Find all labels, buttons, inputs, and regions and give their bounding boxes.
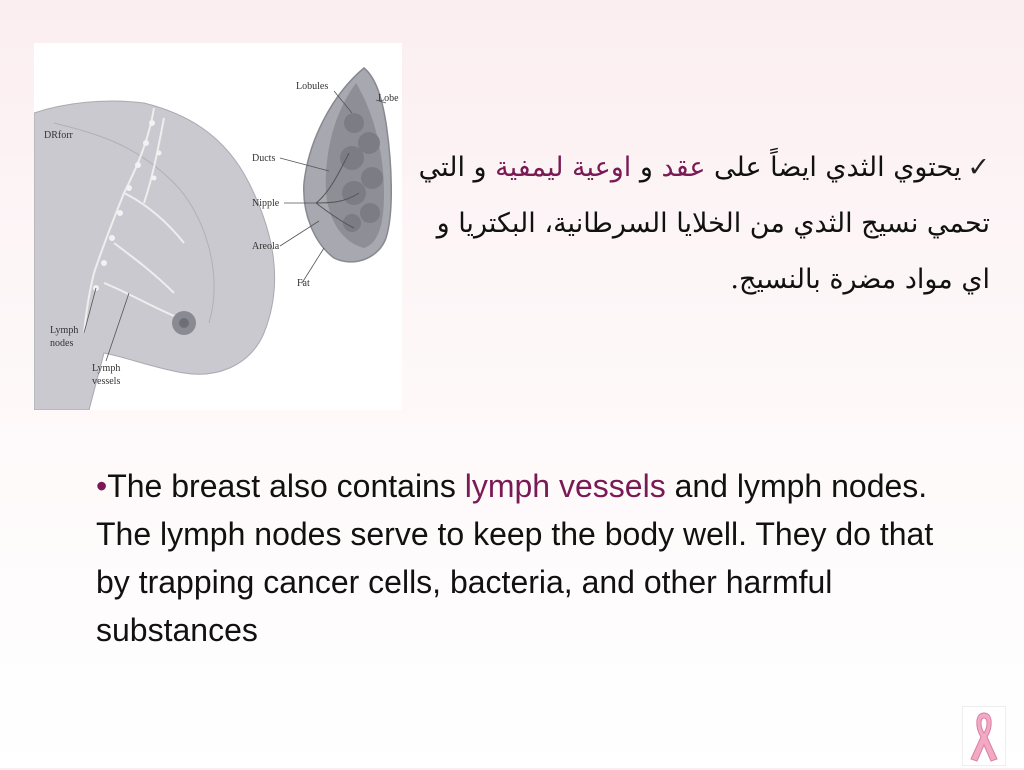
arabic-highlight-vessels: اوعية ليمفية xyxy=(495,152,632,183)
english-highlight-lymph-vessels: lymph vessels xyxy=(464,468,666,504)
bullet-icon: • xyxy=(96,468,108,504)
checkmark-icon: ✓ xyxy=(967,152,990,183)
arabic-highlight-nodes: عقد xyxy=(661,152,706,183)
label-lymph-nodes-2: nodes xyxy=(50,338,74,349)
anatomy-illustration xyxy=(34,43,402,410)
label-lymph-vessels-1: Lymph xyxy=(92,363,121,374)
label-fat: Fat xyxy=(297,278,310,289)
english-paragraph xyxy=(96,462,946,654)
arabic-text-1: يحتوي الثدي ايضاً على xyxy=(705,152,962,183)
arabic-paragraph xyxy=(410,140,990,308)
label-lobe: Lobe xyxy=(378,93,399,104)
label-lymph-vessels-2: vessels xyxy=(92,376,121,387)
breast-anatomy-diagram xyxy=(34,43,402,410)
label-lymph-nodes-1: Lymph xyxy=(50,325,79,336)
english-text-2: and lymph nodes. The lymph nodes serve to keep the body well. They do that by trapping cancer cells, bacteria, and other harmful substances xyxy=(96,468,934,648)
arabic-text-2: و xyxy=(631,152,662,183)
label-areola: Areola xyxy=(252,241,280,252)
english-text-1: The breast also contains xyxy=(107,468,465,504)
pink-ribbon-icon xyxy=(962,706,1006,766)
label-lobules: Lobules xyxy=(296,81,329,92)
watermark-text: DRforr xyxy=(44,130,73,141)
label-ducts: Ducts xyxy=(252,153,276,164)
arabic-text-3: و التي تحمي نسيج الثدي من الخلايا السرطانية، البكتريا و اي مواد مضرة بالنسيج. xyxy=(418,152,990,295)
label-nipple: Nipple xyxy=(252,198,280,209)
